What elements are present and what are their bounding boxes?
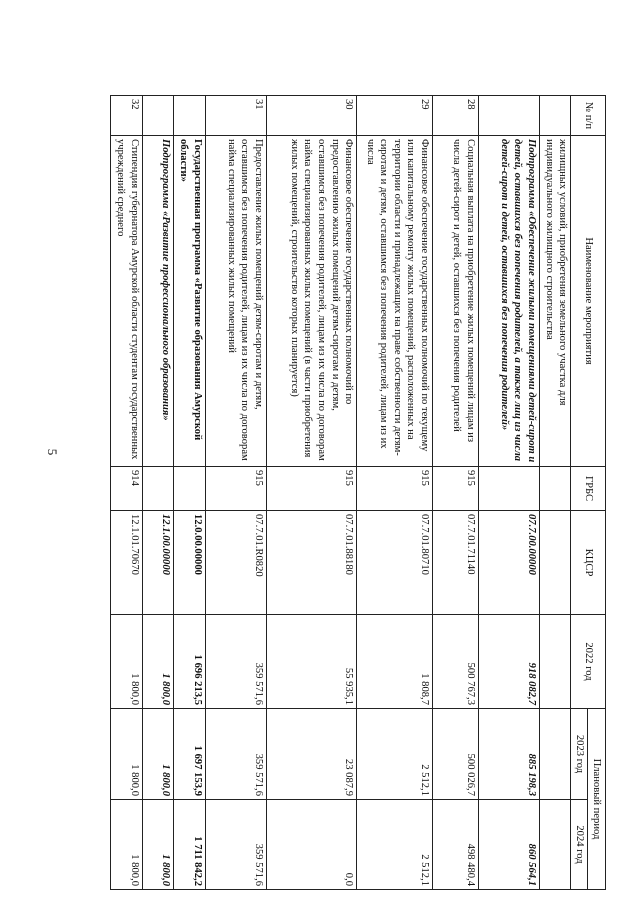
row-name: Финансовое обеспечение государственных полномочий по текущему или капитальному ремонту жилых помещений, расположенных на территории области и принадлежащих на праве собственности детям-сиротам и детям, оставшимся без попечения родителей, лицам из их числа <box>357 136 433 467</box>
row-name: Стипендия губернатора Амурской области студентам государственных учреждений среднего <box>111 136 143 467</box>
row-2022: 1 696 213,5 <box>174 615 206 709</box>
row-2023: 359 571,6 <box>205 709 266 800</box>
budget-table <box>110 95 606 890</box>
page-number: 5 <box>45 448 60 456</box>
row-name: Государственная программа «Развитие образования Амурской области» <box>174 136 206 467</box>
row-2023: 2 512,1 <box>357 709 433 800</box>
row-name: Предоставление жилых помещений детям-сиротам и детям, оставшимся без попечения родителей, лицам из их числа по договорам найма специализированных жилых помещений <box>205 136 266 467</box>
row-kcsr: 07.7.01.71140 <box>432 511 478 615</box>
table-row <box>142 96 174 890</box>
table-row <box>539 96 571 890</box>
row-grbs: 915 <box>432 467 478 511</box>
row-2023: 1 800,0 <box>111 709 143 800</box>
table-row <box>174 96 206 890</box>
row-2024: 359 571,6 <box>205 800 266 890</box>
row-2022: 359 571,6 <box>205 615 266 709</box>
row-2024: 1 711 842,2 <box>174 800 206 890</box>
row-2023: 1 800,0 <box>142 709 174 800</box>
row-2024: 0,0 <box>266 800 356 890</box>
row-num: 31 <box>205 96 266 136</box>
row-num <box>539 96 571 136</box>
row-2022: 500 767,3 <box>432 615 478 709</box>
table-row <box>266 96 356 890</box>
table-row <box>205 96 266 890</box>
row-2024: 1 800,0 <box>111 800 143 890</box>
row-grbs: 915 <box>205 467 266 511</box>
table-row <box>357 96 433 890</box>
row-kcsr: 07.7.01.88180 <box>266 511 356 615</box>
row-kcsr: 07.7.01.80710 <box>357 511 433 615</box>
row-name: Социальная выплата на приобретение жилых помещений лицам из числа детей-сирот и детей, оставшихся без попечения родителей <box>432 136 478 467</box>
row-grbs <box>142 467 174 511</box>
row-grbs: 915 <box>266 467 356 511</box>
header-name: Наименование мероприятия <box>571 136 606 467</box>
row-name: Финансовое обеспечение государственных полномочий по предоставлению жилых помещений детям-сиротам и детям, оставшимся без попечения родителей, лицам из их числа по договорам найма специализированных жилых помещений (в части приобретения жилых помещений, строительство которых планируется) <box>266 136 356 467</box>
row-num: 29 <box>357 96 433 136</box>
header-2022: 2022 год <box>571 615 606 709</box>
row-kcsr <box>539 511 571 615</box>
table-row <box>111 96 143 890</box>
row-2023: 885 198,3 <box>478 709 539 800</box>
row-grbs: 915 <box>357 467 433 511</box>
row-name: Подпрограмма «Обеспечение жилыми помещениями детей-сирот и детей, оставшихся без попечения родителей, а также лиц из числа детей-сирот и детей, оставшихся без попечения родителей» <box>478 136 539 467</box>
row-grbs <box>478 467 539 511</box>
row-2023: 1 697 153,9 <box>174 709 206 800</box>
row-2023: 23 087,9 <box>266 709 356 800</box>
header-num: № п/п <box>571 96 606 136</box>
rotated-page <box>110 95 606 889</box>
row-kcsr: 07.7.00.00000 <box>478 511 539 615</box>
header-2024: 2024 год <box>571 800 588 890</box>
header-2023: 2023 год <box>571 709 588 800</box>
header-kcsr: КЦСР <box>571 511 606 615</box>
row-2023 <box>539 709 571 800</box>
row-2022: 1 800,0 <box>142 615 174 709</box>
table-header <box>571 96 606 890</box>
row-2024: 2 512,1 <box>357 800 433 890</box>
row-2024 <box>539 800 571 890</box>
row-2022: 1 808,7 <box>357 615 433 709</box>
row-kcsr: 12.0.00.00000 <box>174 511 206 615</box>
row-2022: 1 800,0 <box>111 615 143 709</box>
header-plan-period: Плановый период <box>588 709 606 890</box>
table-row <box>432 96 478 890</box>
row-kcsr: 07.7.01.R0820 <box>205 511 266 615</box>
row-2023: 500 026,7 <box>432 709 478 800</box>
row-grbs: 914 <box>111 467 143 511</box>
row-2024: 1 800,0 <box>142 800 174 890</box>
header-grbs: ГРБС <box>571 467 606 511</box>
row-2024: 498 480,4 <box>432 800 478 890</box>
row-num <box>174 96 206 136</box>
row-2022: 918 082,7 <box>478 615 539 709</box>
row-2022: 55 935,1 <box>266 615 356 709</box>
row-num: 28 <box>432 96 478 136</box>
row-name: Подпрограмма «Развитие профессионального образования» <box>142 136 174 467</box>
row-num <box>142 96 174 136</box>
row-2022 <box>539 615 571 709</box>
row-2024: 860 564,1 <box>478 800 539 890</box>
row-num: 32 <box>111 96 143 136</box>
row-kcsr: 12.1.00.00000 <box>142 511 174 615</box>
row-name: жилищных условий, приобретения земельного участка для индивидуального жилищного строительства <box>539 136 571 467</box>
row-grbs <box>174 467 206 511</box>
table-row <box>478 96 539 890</box>
row-num <box>478 96 539 136</box>
row-kcsr: 12.1.01.70670 <box>111 511 143 615</box>
row-num: 30 <box>266 96 356 136</box>
row-grbs <box>539 467 571 511</box>
